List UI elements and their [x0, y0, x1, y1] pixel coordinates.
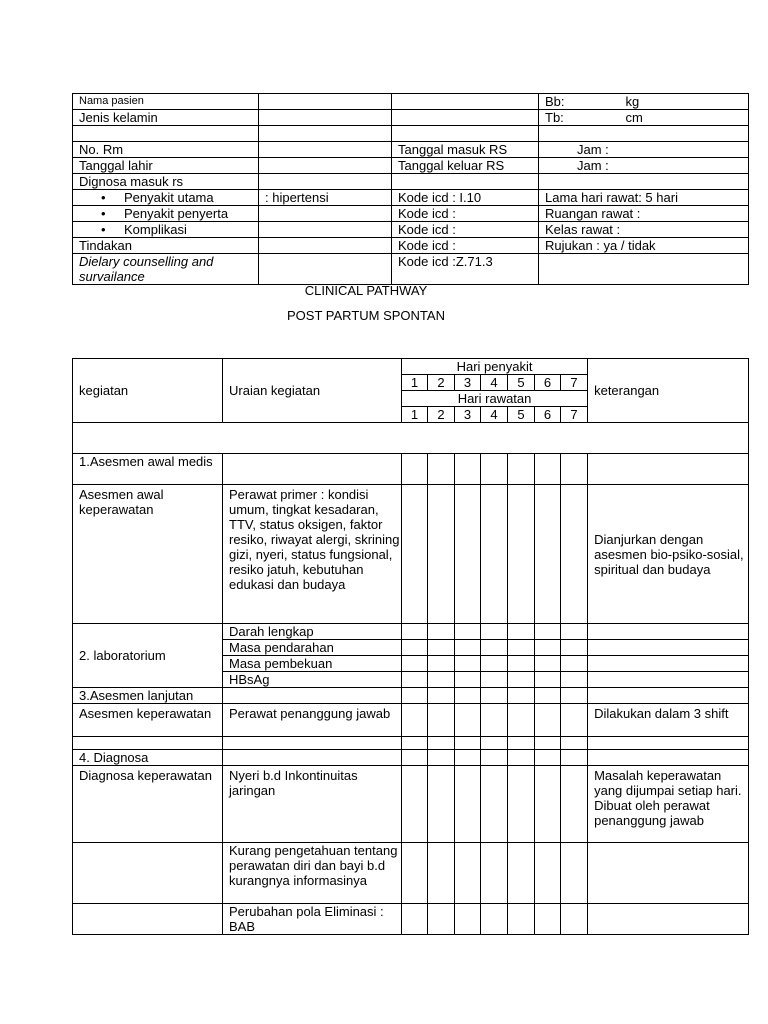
diagnosa-item: Kurang pengetahuan tentang perawatan diri dan bayi b.d kurangnya informasinya — [223, 843, 402, 904]
table-row — [73, 688, 749, 704]
header-hari-rawatan: Hari rawatan — [402, 391, 588, 407]
day-number: 3 — [455, 375, 481, 391]
jam-keluar-label: Jam : — [539, 158, 749, 174]
header-keterangan: keterangan — [588, 359, 749, 423]
table-row — [73, 454, 749, 485]
day-number: 1 — [402, 375, 428, 391]
kode-icd-4: Kode icd : — [392, 238, 539, 254]
komplikasi-label: • Komplikasi — [73, 222, 259, 238]
patient-info-table — [72, 93, 749, 285]
lab-item: HBsAg — [223, 672, 402, 688]
asesmen-lanjutan-ket: Dilakukan dalam 3 shift — [588, 704, 749, 737]
nama-pasien-label: Nama pasien — [73, 94, 259, 110]
penyakit-utama-label: • Penyakit utama — [73, 190, 259, 206]
rujukan: Rujukan : ya / tidak — [539, 238, 749, 254]
asesmen-lanjutan-uraian: Perawat penanggung jawab — [223, 704, 402, 737]
ruangan-rawat: Ruangan rawat : — [539, 206, 749, 222]
diagnosa-ket: Masalah keperawatan yang dijumpai setiap hari. Dibuat oleh perawat penanggung jawab — [588, 766, 749, 843]
asesmen-awal-keperawatan: Asesmen awal keperawatan — [73, 485, 223, 624]
header-kegiatan: kegiatan — [73, 359, 223, 423]
table-row — [73, 843, 749, 904]
header-uraian: Uraian kegiatan — [223, 359, 402, 423]
day-number: 7 — [561, 407, 588, 423]
diagnosa: 4. Diagnosa — [73, 750, 223, 766]
day-number: 6 — [535, 375, 561, 391]
kode-icd-3: Kode icd : — [392, 222, 539, 238]
jenis-kelamin-label: Jenis kelamin — [73, 110, 259, 126]
asesmen-awal-medis: 1.Asesmen awal medis — [73, 454, 223, 485]
asesmen-awal-keperawatan-ket: Dianjurkan dengan asesmen bio-psiko-sosial, spiritual dan budaya — [588, 485, 749, 624]
diagnosa-keperawatan: Diagnosa keperawatan — [73, 766, 223, 843]
asesmen-lanjutan: 3.Asesmen lanjutan — [73, 688, 223, 704]
diagnosa-item: Nyeri b.d Inkontinuitas jaringan — [223, 766, 402, 843]
page-subtitle: POST PARTUM SPONTAN — [287, 308, 445, 323]
lab-item: Masa pendarahan — [223, 640, 402, 656]
day-number: 5 — [508, 407, 535, 423]
kode-icd-5: Kode icd :Z.71.3 — [392, 254, 539, 285]
lab-item: Darah lengkap — [223, 624, 402, 640]
dietary-label: Dielary counselling and survailance — [73, 254, 259, 285]
page-title: CLINICAL PATHWAY — [304, 283, 428, 298]
kode-icd-2: Kode icd : — [392, 206, 539, 222]
day-number: 4 — [481, 407, 508, 423]
bb-label: Bb: — [545, 94, 565, 109]
tanggal-masuk-label: Tanggal masuk RS — [392, 142, 539, 158]
tb-label: Tb: — [545, 110, 564, 125]
day-number: 2 — [428, 407, 455, 423]
clinical-pathway-table — [72, 358, 749, 935]
table-row — [73, 704, 749, 737]
lama-hari-rawat: Lama hari rawat: 5 hari — [539, 190, 749, 206]
day-number: 1 — [402, 407, 428, 423]
tindakan-label: Tindakan — [73, 238, 259, 254]
table-row — [73, 737, 749, 750]
diagnosa-masuk-label: Dignosa masuk rs — [73, 174, 259, 190]
bb-cell — [539, 94, 749, 110]
day-number: 6 — [535, 407, 561, 423]
nama-pasien-value — [259, 94, 392, 110]
jam-masuk-label: Jam : — [539, 142, 749, 158]
lab-item: Masa pembekuan — [223, 656, 402, 672]
bb-unit: kg — [625, 94, 640, 109]
penyakit-utama-value: : hipertensi — [259, 190, 392, 206]
tanggal-lahir-label: Tanggal lahir — [73, 158, 259, 174]
tb-cell — [539, 110, 749, 126]
asesmen-lanjutan-keperawatan: Asesmen keperawatan — [73, 704, 223, 737]
table-row — [73, 750, 749, 766]
table-row — [73, 624, 749, 640]
tanggal-keluar-label: Tanggal keluar RS — [392, 158, 539, 174]
no-rm-label: No. Rm — [73, 142, 259, 158]
day-number: 2 — [428, 375, 455, 391]
day-number: 3 — [455, 407, 481, 423]
table-row — [73, 904, 749, 935]
asesmen-awal-keperawatan-uraian: Perawat primer : kondisi umum, tingkat kesadaran, TTV, status oksigen, faktor resiko, riwayat alergi, skrining gizi, nyeri, status fungsional, resiko jatuh, kebutuhan edukasi dan budaya — [223, 485, 402, 624]
header-hari-penyakit: Hari penyakit — [402, 359, 588, 375]
day-number: 5 — [508, 375, 535, 391]
kelas-rawat: Kelas rawat : — [539, 222, 749, 238]
table-row — [73, 766, 749, 843]
diagnosa-item: Perubahan pola Eliminasi : BAB — [223, 904, 402, 935]
tb-unit: cm — [625, 110, 643, 125]
day-number: 7 — [561, 375, 588, 391]
kode-icd-1: Kode icd : I.10 — [392, 190, 539, 206]
penyakit-penyerta-label: • Penyakit penyerta — [73, 206, 259, 222]
spacer-row — [73, 423, 749, 454]
table-row — [73, 485, 749, 624]
laboratorium: 2. laboratorium — [73, 624, 223, 688]
day-number: 4 — [481, 375, 508, 391]
